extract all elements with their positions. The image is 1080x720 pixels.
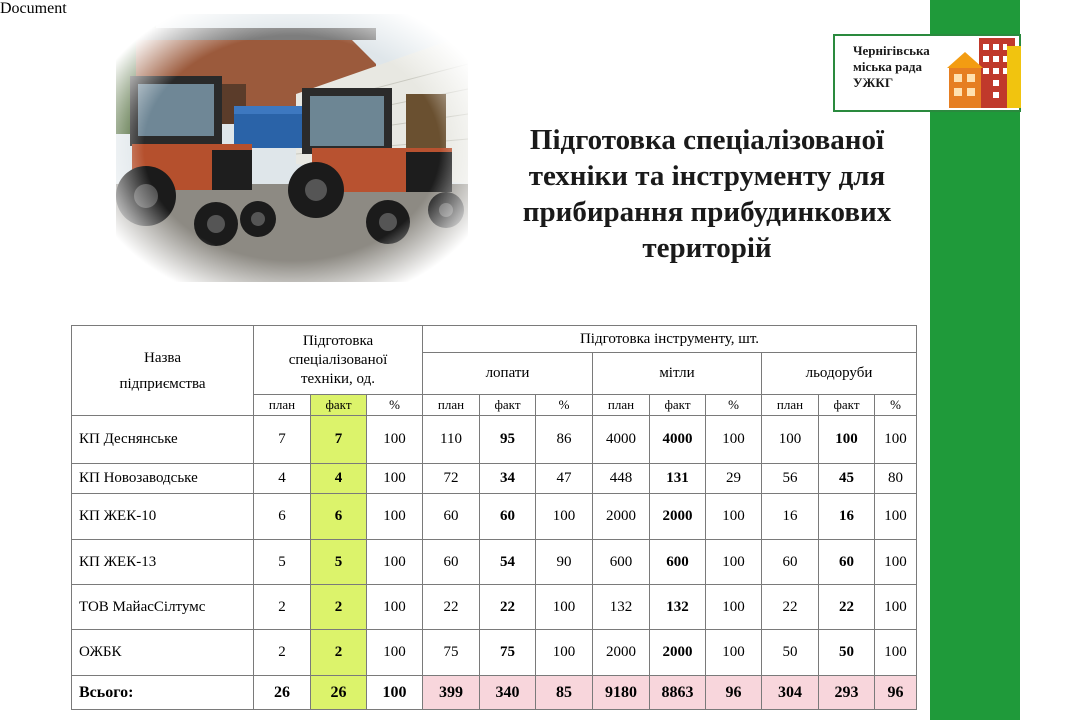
total-cell: 8863: [650, 676, 706, 710]
table-cell: 45: [819, 464, 875, 494]
table-cell: 95: [480, 416, 536, 464]
table-cell: 600: [650, 540, 706, 585]
table-cell: 100: [367, 540, 423, 585]
header-tech-line-2: спеціалізованої: [288, 351, 388, 368]
table-cell: 100: [706, 585, 762, 630]
table-cell: 100: [875, 540, 917, 585]
total-cell: 399: [423, 676, 480, 710]
table-row: [72, 630, 917, 676]
table-row: [72, 464, 917, 494]
table-cell: 2000: [650, 494, 706, 540]
table-cell: 4: [311, 464, 367, 494]
table-cell: 100: [875, 416, 917, 464]
table-cell: 100: [762, 416, 819, 464]
table-cell: 60: [423, 494, 480, 540]
table-cell: 90: [536, 540, 593, 585]
table-cell: 600: [593, 540, 650, 585]
table-cell: 50: [762, 630, 819, 676]
total-cell: 26: [254, 676, 311, 710]
table-cell: 47: [536, 464, 593, 494]
table-cell: 100: [367, 464, 423, 494]
total-cell: 293: [819, 676, 875, 710]
header-brooms: мітли: [593, 353, 762, 395]
enterprise-name: КП ЖЕК-13: [72, 540, 254, 585]
table-cell: 100: [875, 494, 917, 540]
table-total: [72, 676, 917, 710]
table-cell: 22: [762, 585, 819, 630]
subheader-plan: план: [593, 395, 650, 416]
table-cell: 131: [650, 464, 706, 494]
table-cell: 4000: [650, 416, 706, 464]
total-cell: 9180: [593, 676, 650, 710]
title-line-1: Підготовка спеціалізованої: [529, 124, 885, 156]
table-row: [72, 416, 917, 464]
subheader-fact: факт: [819, 395, 875, 416]
table-cell: 100: [367, 494, 423, 540]
table-cell: 60: [480, 494, 536, 540]
subheader-fact: факт: [311, 395, 367, 416]
slide-title: [492, 122, 922, 266]
table-cell: 100: [536, 630, 593, 676]
tractors-photo: [116, 14, 468, 282]
logo-line-2: міська рада: [853, 59, 922, 74]
table-cell: 16: [819, 494, 875, 540]
subheader-plan: план: [423, 395, 480, 416]
logo-badge: [833, 34, 1021, 112]
table-cell: 60: [819, 540, 875, 585]
subheader-fact: факт: [650, 395, 706, 416]
table-cell: 4: [254, 464, 311, 494]
table-cell: 2000: [650, 630, 706, 676]
logo-line-1: Чернігівська: [853, 43, 930, 58]
subheader-fact: факт: [480, 395, 536, 416]
logo-line-3: УЖКГ: [853, 75, 894, 90]
table-cell: 75: [480, 630, 536, 676]
subheader-percent: %: [875, 395, 917, 416]
header-special-equipment: [254, 326, 423, 395]
enterprise-name: КП Деснянське: [72, 416, 254, 464]
subheader-percent: %: [706, 395, 762, 416]
table-cell: 100: [706, 540, 762, 585]
table-cell: 110: [423, 416, 480, 464]
subheader-percent: %: [536, 395, 593, 416]
total-cell: 100: [367, 676, 423, 710]
table-cell: 6: [311, 494, 367, 540]
buildings-icon: [945, 36, 1021, 110]
table-cell: 54: [480, 540, 536, 585]
table-cell: 100: [706, 630, 762, 676]
table-cell: 75: [423, 630, 480, 676]
enterprise-name: ОЖБК: [72, 630, 254, 676]
table-cell: 100: [367, 630, 423, 676]
header-tools: Підготовка інструменту, шт.: [423, 326, 917, 353]
table-row: [72, 494, 917, 540]
title-line-2: техніки та інструменту для: [528, 160, 886, 192]
table-row: [72, 585, 917, 630]
header-tech-line-3: техніки, од.: [301, 370, 375, 387]
table-cell: 100: [536, 585, 593, 630]
table-cell: 22: [423, 585, 480, 630]
table-cell: 100: [819, 416, 875, 464]
table-cell: 2: [254, 630, 311, 676]
total-cell: 304: [762, 676, 819, 710]
table-cell: 132: [593, 585, 650, 630]
table-cell: 22: [480, 585, 536, 630]
header-name-line-1: Назва: [144, 349, 181, 366]
total-cell: 340: [480, 676, 536, 710]
table-cell: 132: [650, 585, 706, 630]
total-row: [72, 676, 917, 710]
table-cell: 2: [254, 585, 311, 630]
table-cell: 56: [762, 464, 819, 494]
table-cell: 2: [311, 630, 367, 676]
table-cell: 100: [706, 416, 762, 464]
preparation-table: [71, 325, 917, 710]
total-cell: 96: [875, 676, 917, 710]
title-line-3: прибирання прибудинкових: [522, 196, 892, 228]
logo-text: [853, 43, 930, 91]
enterprise-name: ТОВ МайасСілтумс: [72, 585, 254, 630]
enterprise-name: КП Новозаводське: [72, 464, 254, 494]
subheader-plan: план: [254, 395, 311, 416]
table-cell: 100: [536, 494, 593, 540]
header-shovels: лопати: [423, 353, 593, 395]
total-cell: 26: [311, 676, 367, 710]
table-cell: 86: [536, 416, 593, 464]
table-cell: 100: [706, 494, 762, 540]
subheader-percent: %: [367, 395, 423, 416]
total-label: Всього:: [72, 676, 254, 710]
table-cell: 100: [875, 585, 917, 630]
table-cell: 60: [423, 540, 480, 585]
table-cell: 80: [875, 464, 917, 494]
table-cell: 50: [819, 630, 875, 676]
table-cell: 60: [762, 540, 819, 585]
table-cell: 100: [367, 416, 423, 464]
table-cell: 2000: [593, 494, 650, 540]
total-cell: 85: [536, 676, 593, 710]
table-cell: 72: [423, 464, 480, 494]
table-cell: 7: [311, 416, 367, 464]
header-enterprise-name: [72, 326, 254, 416]
table-cell: 34: [480, 464, 536, 494]
header-ice-picks: льодоруби: [762, 353, 917, 395]
title-line-4: територій: [642, 232, 772, 264]
enterprise-name: КП ЖЕК-10: [72, 494, 254, 540]
table-cell: 5: [311, 540, 367, 585]
table-cell: 2000: [593, 630, 650, 676]
table-cell: 4000: [593, 416, 650, 464]
table-cell: 22: [819, 585, 875, 630]
table-row: [72, 540, 917, 585]
header-tech-line-1: Підготовка: [302, 332, 374, 349]
table-cell: 100: [875, 630, 917, 676]
table-cell: 2: [311, 585, 367, 630]
subheader-plan: план: [762, 395, 819, 416]
table-cell: 448: [593, 464, 650, 494]
table-body: [72, 416, 917, 676]
table-cell: 6: [254, 494, 311, 540]
table-cell: 100: [367, 585, 423, 630]
table-cell: 16: [762, 494, 819, 540]
table-cell: 7: [254, 416, 311, 464]
header-name-line-2: підприємства: [119, 375, 206, 392]
table-cell: 29: [706, 464, 762, 494]
total-cell: 96: [706, 676, 762, 710]
table-cell: 5: [254, 540, 311, 585]
